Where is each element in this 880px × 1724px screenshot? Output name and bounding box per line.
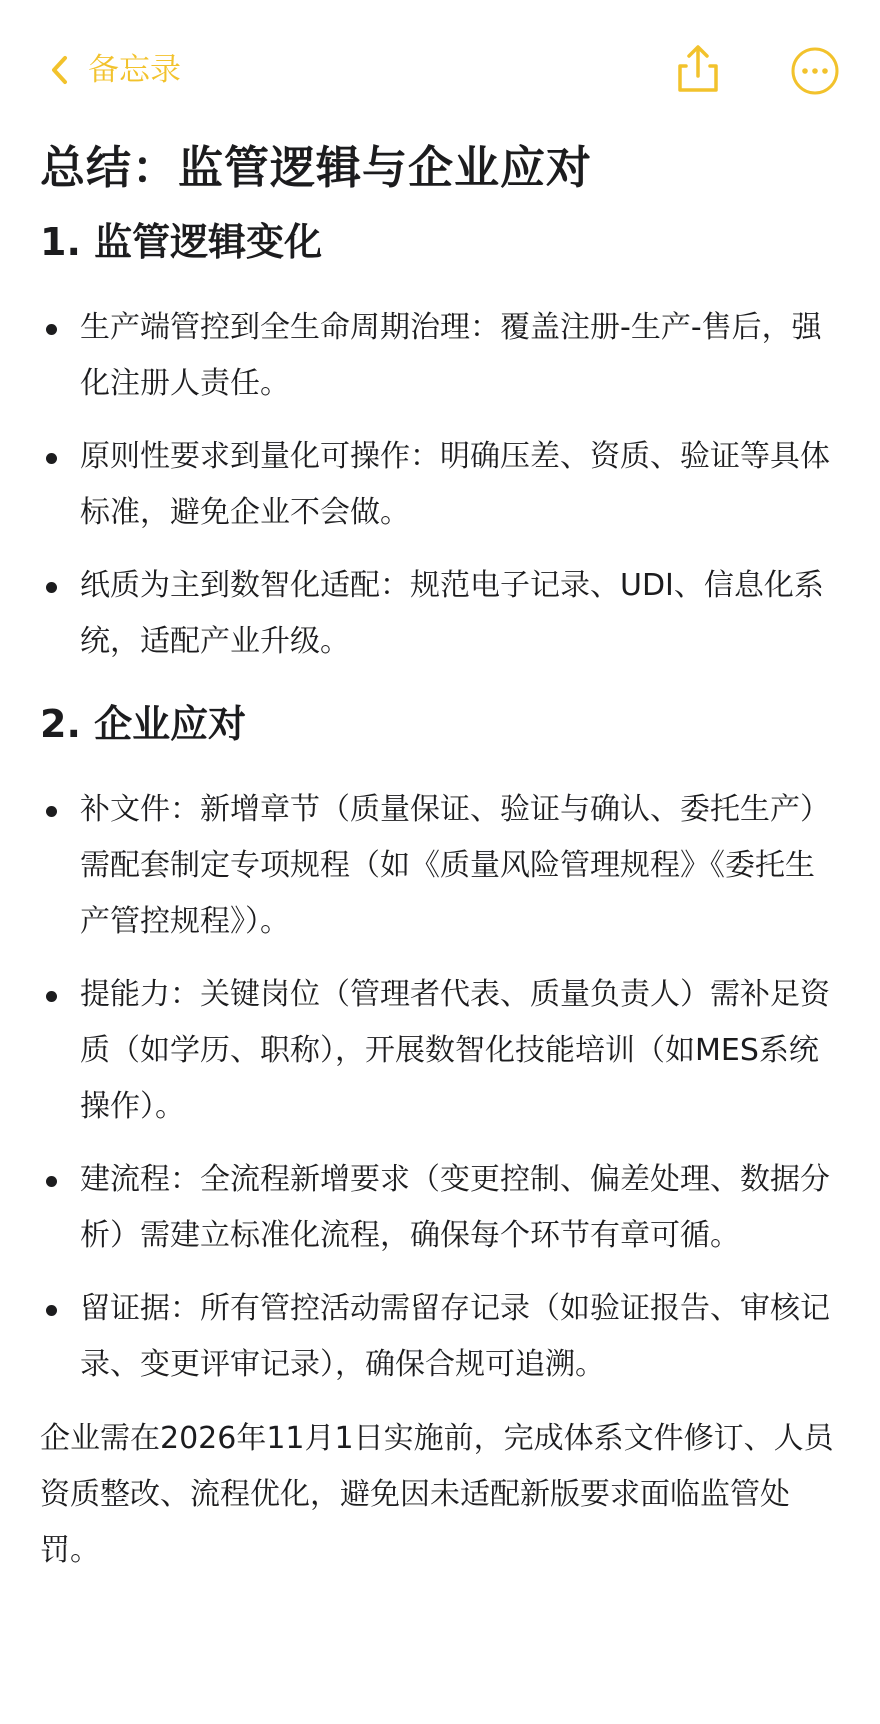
list-item: 原则性要求到量化可操作：明确压差、资质、验证等具体标准，避免企业不会做。: [40, 429, 840, 541]
list-item: 补文件：新增章节（质量保证、验证与确认、委托生产）需配套制定专项规程（如《质量风险管理规程》《委托生产管控规程》）。: [40, 782, 840, 950]
list-item: 纸质为主到数智化适配：规范电子记录、UDI、信息化系统，适配产业升级。: [40, 558, 840, 670]
list-item: 建流程：全流程新增要求（变更控制、偏差处理、数据分析）需建立标准化流程，确保每个环节有章可循。: [40, 1152, 840, 1264]
navigation-bar: [0, 0, 880, 130]
list-item: 生产端管控到全生命周期治理：覆盖注册-生产-售后，强化注册人责任。: [40, 300, 840, 412]
list-item: 提能力：关键岗位（管理者代表、质量负责人）需补足资质（如学历、职称），开展数智化技能培训（如MES系统操作）。: [40, 967, 840, 1135]
back-label: 备忘录: [88, 52, 181, 88]
ellipsis-circle-icon: [790, 81, 840, 100]
section-heading: 2. 企业应对: [40, 702, 247, 746]
section-heading: 1. 监管逻辑变化: [40, 220, 323, 264]
share-button[interactable]: [672, 44, 724, 96]
list-item: 留证据：所有管控活动需留存记录（如验证报告、审核记录、变更评审记录），确保合规可追溯。: [40, 1281, 840, 1393]
bullet-list: [40, 300, 840, 670]
share-icon: [672, 81, 724, 100]
bullet-list: [40, 782, 840, 1393]
closing-paragraph: 企业需在2026年11月1日实施前，完成体系文件修订、人员资质整改、流程优化，避免因未适配新版要求面临监管处罚。: [40, 1421, 834, 1568]
note-title: 总结：监管逻辑与企业应对: [40, 141, 593, 194]
note-body[interactable]: [40, 128, 840, 1579]
back-button[interactable]: [50, 46, 181, 94]
more-button[interactable]: [790, 46, 840, 96]
chevron-left-icon: [50, 55, 68, 85]
